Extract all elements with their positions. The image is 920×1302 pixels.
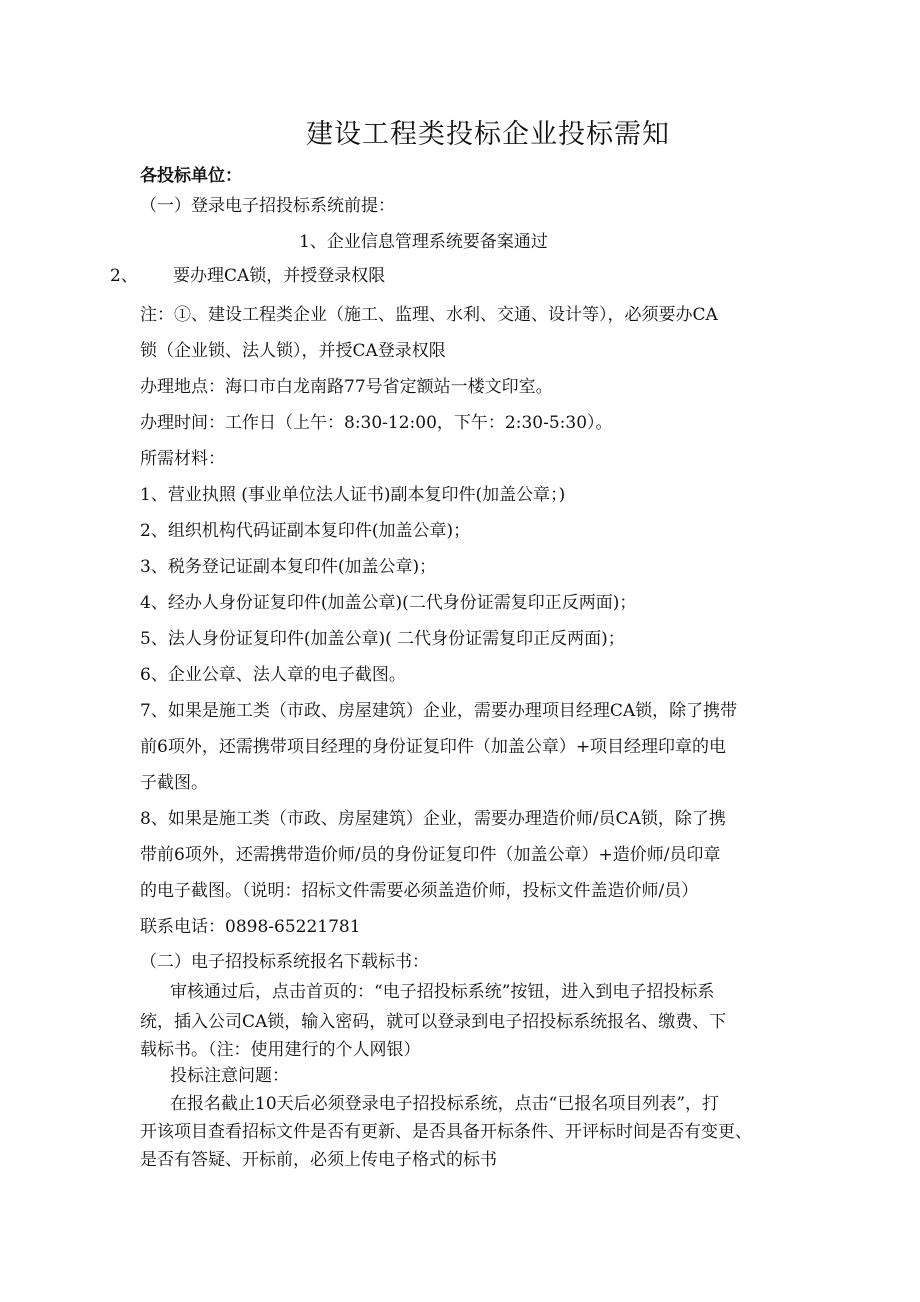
material-item: 2、组织机构代码证副本复印件(加盖公章)； — [140, 521, 471, 541]
note-line-2: 锁（企业锁、法人锁），并授CA登录权限 — [140, 341, 446, 361]
greeting: 各投标单位： — [140, 166, 242, 186]
material-7-line-2: 前6项外，还需携带项目经理的身份证复印件（加盖公章）+项目经理印章的电 — [140, 737, 727, 757]
section1-heading: （一）登录电子招投标系统前提： — [140, 196, 395, 216]
page-title: 建设工程类投标企业投标需知 — [306, 119, 670, 150]
section2-heading: （二）电子招投标系统报名下载标书： — [140, 952, 429, 972]
section1-item1: 1、企业信息管理系统要备案通过 — [299, 232, 548, 252]
material-item: 4、经办人身份证复印件(加盖公章)(二代身份证需复印正反两面)； — [140, 593, 637, 613]
section2-paragraph2-line-1: 在报名截止10天后必须登录电子招投标系统，点击“已报名项目列表”，打 — [170, 1094, 720, 1114]
material-7-line-1: 7、如果是施工类（市政、房屋建筑）企业，需要办理项目经理CA锁，除了携带 — [140, 701, 738, 721]
material-item: 3、税务登记证副本复印件(加盖公章)； — [140, 557, 437, 577]
contact-phone: 联系电话：0898-65221781 — [140, 917, 361, 937]
notice-heading: 投标注意问题： — [170, 1066, 289, 1086]
section2-paragraph2-line-3: 是否有答疑、开标前，必须上传电子格式的标书 — [140, 1150, 497, 1170]
material-7-line-3: 子截图。 — [140, 773, 208, 793]
section2-paragraph2-line-2: 开该项目查看招标文件是否有更新、是否具备开标条件、开评标时间是否有变更、 — [140, 1122, 752, 1142]
hours-line: 办理时间：工作日（上午：8:30-12:00，下午：2:30-5:30）。 — [140, 413, 613, 433]
material-8-line-1: 8、如果是施工类（市政、房屋建筑）企业，需要办理造价师/员CA锁，除了携 — [140, 809, 726, 829]
section1-item2-number: 2、 — [110, 266, 138, 286]
location-line: 办理地点：海口市白龙南路77号省定额站一楼文印室。 — [140, 377, 553, 397]
section2-paragraph1-line-3: 载标书。（注：使用建行的个人网银） — [140, 1040, 421, 1060]
material-item: 1、营业执照 (事业单位法人证书)副本复印件(加盖公章；) — [140, 485, 566, 505]
note-line-1: 注：①、建设工程类企业（施工、监理、水利、交通、设计等），必须要办CA — [140, 305, 718, 325]
section1-item2-text: 要办理CA锁，并授登录权限 — [173, 266, 386, 286]
material-8-line-3: 的电子截图。（说明：招标文件需要必须盖造价师，投标文件盖造价师/员） — [140, 881, 699, 901]
section2-paragraph1-line-1: 审核通过后，点击首页的：“电子招投标系统”按钮，进入到电子招投标系 — [170, 982, 715, 1002]
material-item: 6、企业公章、法人章的电子截图。 — [140, 665, 406, 685]
material-8-line-2: 带前6项外，还需携带造价师/员的身份证复印件（加盖公章）+造价师/员印章 — [140, 845, 721, 865]
material-item: 5、法人身份证复印件(加盖公章)( 二代身份证需复印正反两面)； — [140, 629, 625, 649]
section2-paragraph1-line-2: 统，插入公司CA锁，输入密码，就可以登录到电子招投标系统报名、缴费、下 — [140, 1012, 727, 1032]
materials-heading: 所需材料： — [140, 449, 225, 469]
